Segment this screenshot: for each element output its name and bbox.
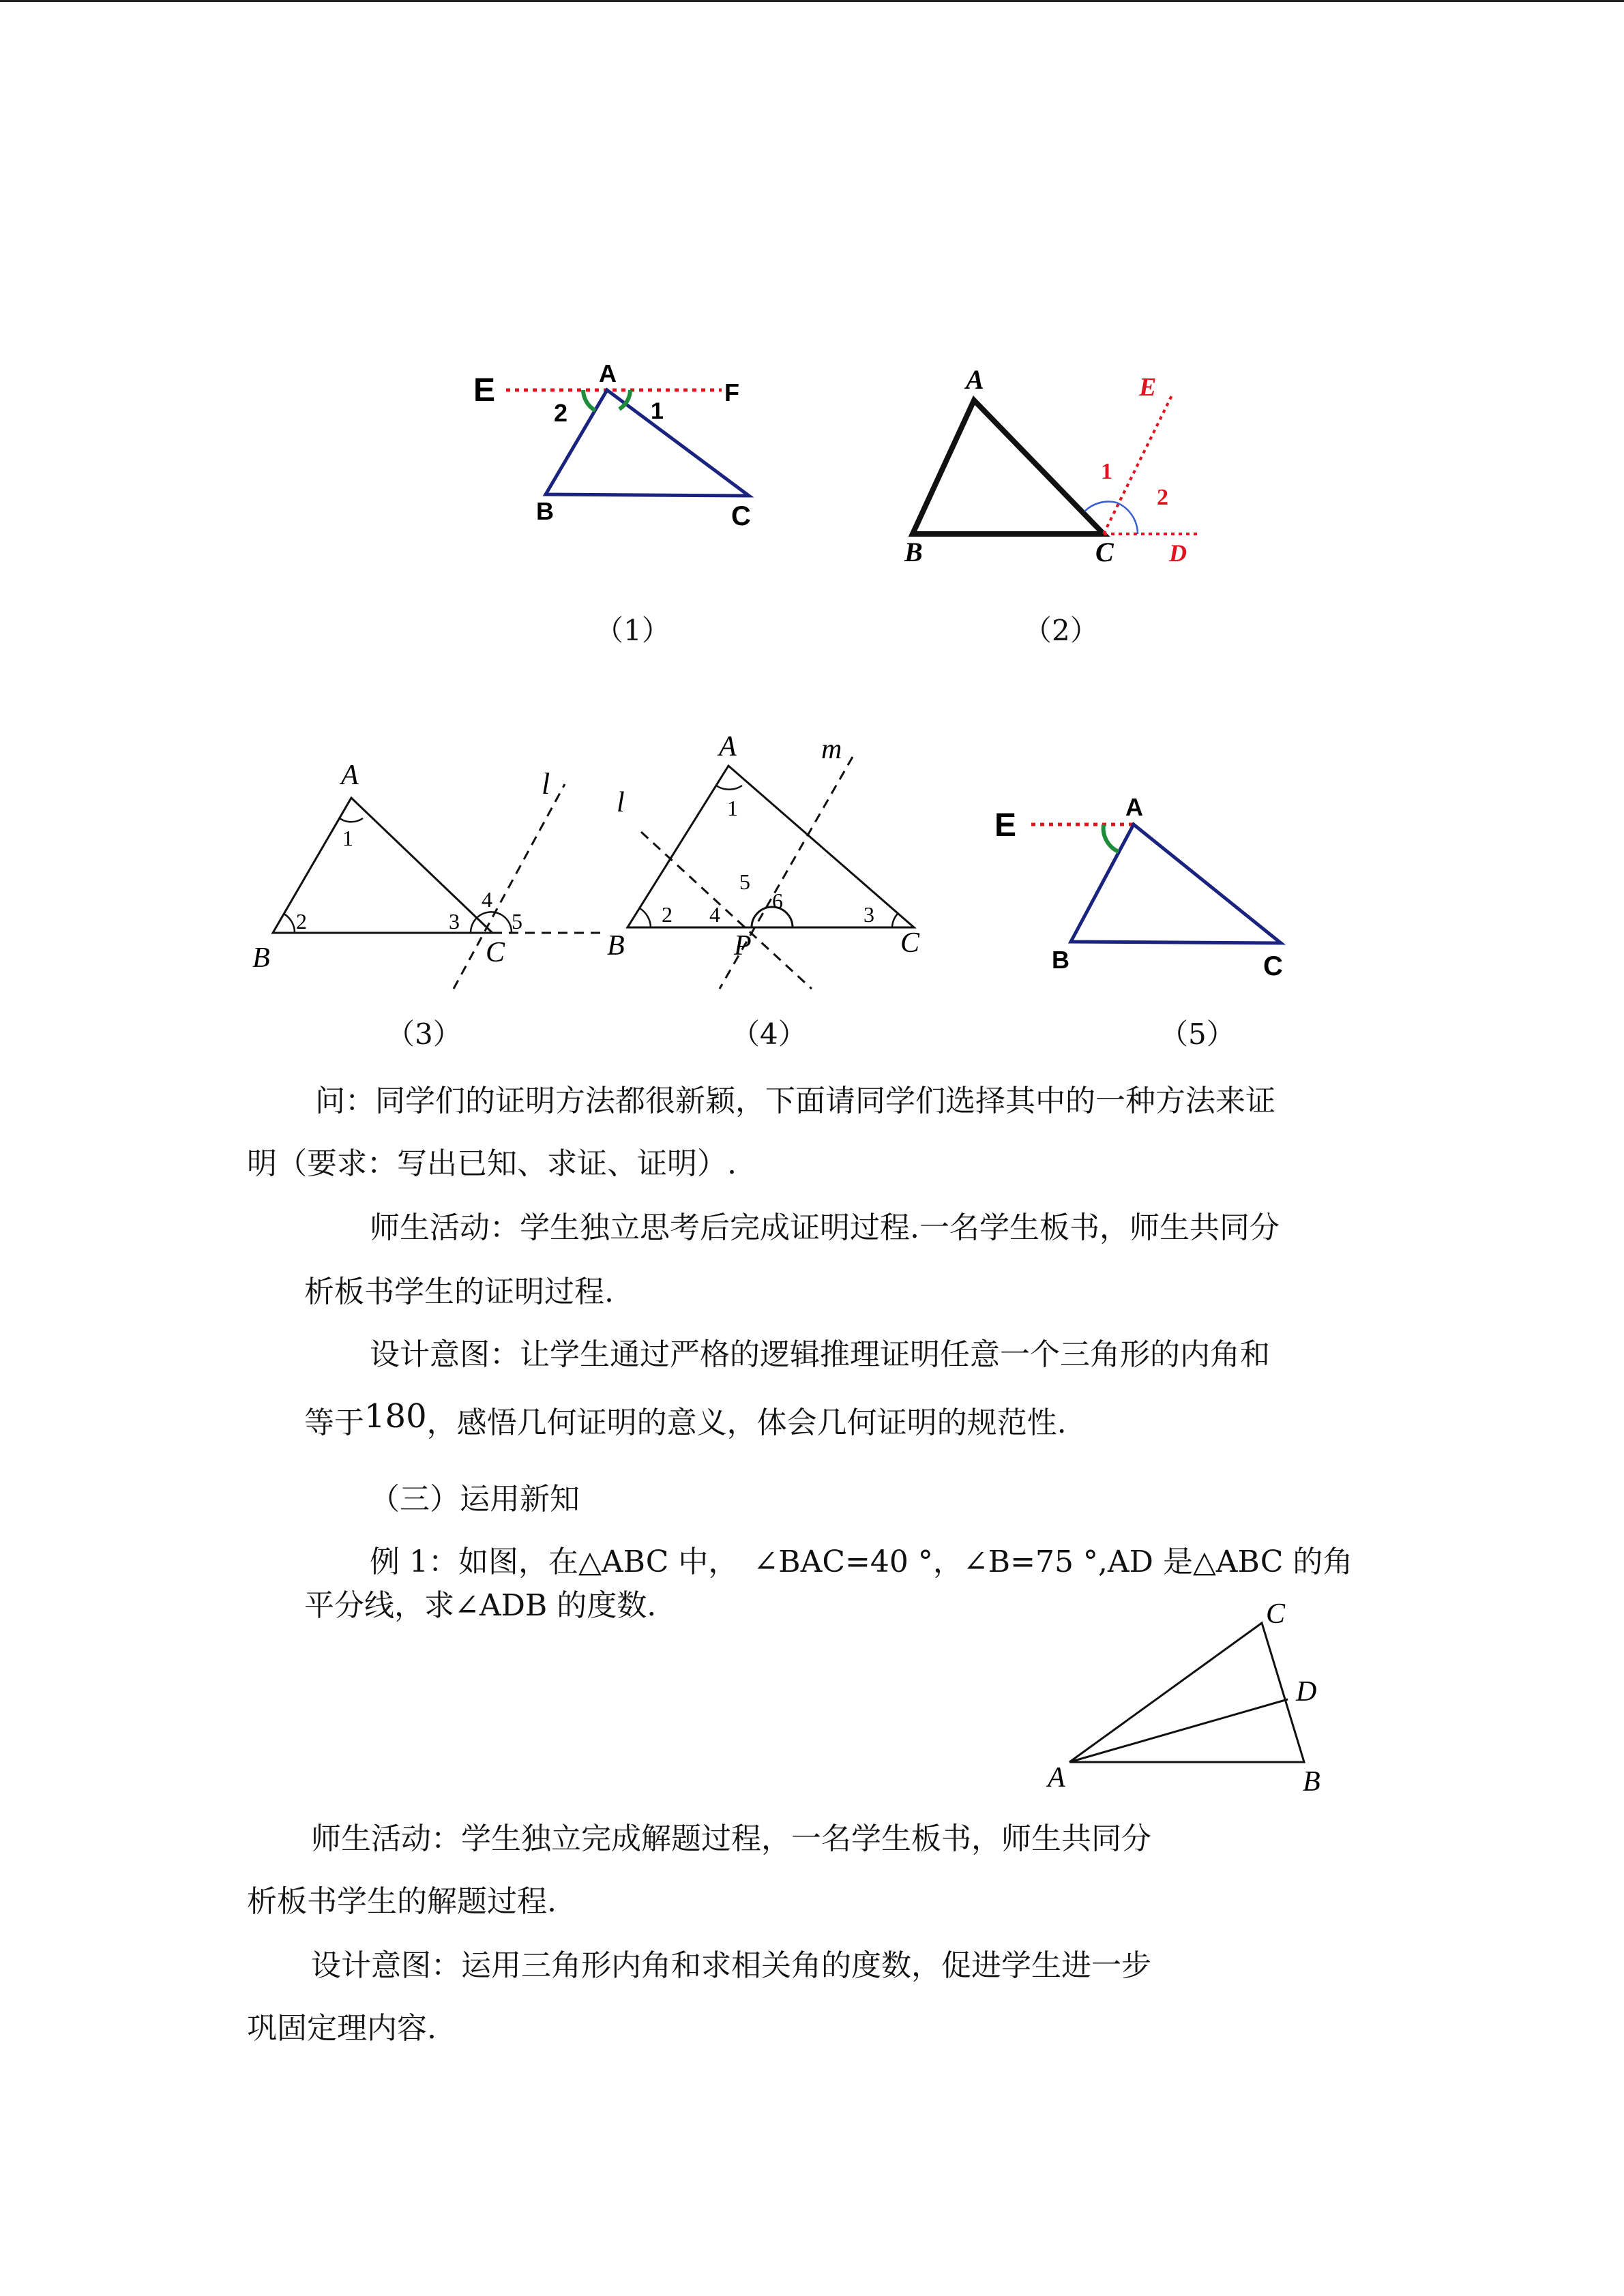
label-b: B [1052, 946, 1069, 974]
label-angle-4: 4 [709, 902, 720, 927]
label-c: C [486, 937, 505, 968]
activity-2-line-2: 析板书学生的解题过程. [247, 1884, 557, 1919]
question-line-1: 问：同学们的证明方法都很新颖，下面请同学们选择其中的一种方法来证 [315, 1084, 1275, 1118]
label-angle-2: 2 [296, 909, 307, 934]
label-f: F [724, 378, 739, 406]
label-e: E [1139, 373, 1157, 402]
angle-2-arc [284, 914, 295, 933]
figure-1 [464, 355, 778, 532]
label-l: l [617, 787, 625, 818]
activity-1-line-1: 师生活动：学生独立思考后完成证明过程.一名学生板书，师生共同分 [370, 1210, 1280, 1245]
label-e: E [473, 372, 496, 408]
label-a: A [1048, 1762, 1065, 1793]
label-c: C [731, 501, 751, 531]
angle-arc [1104, 824, 1119, 852]
triangle-abc [1069, 1623, 1304, 1762]
intent-1-remainder: ，感悟几何证明的意义，体会几何证明的规范性. [426, 1405, 1067, 1440]
question-line-2: 明（要求：写出已知、求证、证明）. [247, 1146, 737, 1181]
label-e: E [994, 807, 1017, 844]
angle-1-arc [1084, 502, 1117, 511]
triangle-abc [546, 390, 749, 496]
label-c: C [1095, 537, 1114, 567]
angle-1-arc [340, 818, 363, 822]
angle-2-arc [640, 908, 651, 927]
figure-3 [246, 750, 614, 982]
triangle-abc [913, 400, 1104, 534]
label-angle-1: 1 [727, 796, 738, 820]
triangle-abc [1071, 824, 1281, 943]
label-angle-5: 5 [512, 909, 522, 934]
activity-2-line-1: 师生活动：学生独立完成解题过程，一名学生板书，师生共同分 [311, 1821, 1151, 1856]
activity-1-line-2: 析板书学生的证明过程. [304, 1274, 614, 1309]
intent-1-line-1: 设计意图：让学生通过严格的逻辑推理证明任意一个三角形的内角和 [370, 1337, 1270, 1372]
intent-2-line-1: 设计意图：运用三角形内角和求相关角的度数，促进学生进一步 [311, 1948, 1151, 1983]
angle-1-arc [716, 786, 742, 790]
label-angle-1: 1 [342, 826, 353, 850]
angle-3-arc [892, 914, 898, 927]
caption-4: （4） [731, 1017, 807, 1051]
caption-1: （1） [595, 614, 670, 647]
angle-sum-value: 180 [364, 1397, 427, 1435]
label-angle-1: 1 [651, 398, 664, 424]
label-b: B [607, 930, 625, 961]
intent-1-equals: 等于 [304, 1405, 364, 1440]
label-a: A [966, 364, 984, 395]
label-d: D [1296, 1676, 1317, 1708]
label-c: C [1263, 951, 1283, 981]
label-a: A [1125, 793, 1143, 821]
label-angle-2: 2 [554, 399, 568, 427]
angle-2-arc [583, 390, 595, 411]
example-line-1: 例 1：如图，在△ABC 中， ∠BAC=40 °，∠B=75 °,AD 是△ABC 的角 [370, 1545, 1353, 1579]
example-figure [1037, 1596, 1378, 1814]
section-title: （三）运用新知 [370, 1482, 580, 1517]
label-b: B [536, 497, 554, 525]
figure-5 [989, 784, 1303, 989]
angle-2-arc [1117, 503, 1138, 534]
figure-4 [600, 730, 955, 1002]
label-m: m [821, 734, 842, 765]
caption-5: （5） [1160, 1017, 1235, 1051]
angle-3-arc [471, 917, 477, 933]
label-angle-4: 4 [482, 887, 492, 912]
label-a: A [599, 359, 617, 387]
label-angle-1: 1 [1101, 459, 1112, 484]
label-angle-2: 2 [1157, 485, 1168, 510]
intent-1-line-2 [304, 1398, 1067, 1442]
label-angle-3: 3 [863, 902, 874, 927]
label-l: l [542, 767, 550, 801]
label-c: C [1266, 1598, 1286, 1630]
angle-4-arc [477, 912, 502, 917]
label-b: B [252, 942, 270, 974]
label-d: D [1169, 539, 1187, 567]
intent-2-line-2: 巩固定理内容. [247, 2011, 437, 2046]
label-angle-6: 6 [772, 889, 783, 913]
label-b: B [1303, 1766, 1320, 1798]
example-line-2: 平分线，求∠ADB 的度数. [304, 1588, 657, 1623]
segment-ad [1069, 1699, 1288, 1762]
label-a: A [341, 760, 359, 791]
label-p: P [734, 930, 752, 961]
label-angle-5: 5 [739, 869, 750, 894]
caption-3: （3） [386, 1017, 462, 1051]
angle-5-arc [502, 915, 512, 933]
caption-2: （2） [1023, 614, 1099, 647]
label-angle-3: 3 [449, 909, 460, 934]
ray-ce [1104, 396, 1172, 534]
label-a: A [719, 731, 737, 762]
page-top-border [0, 0, 1624, 2]
label-c: C [900, 927, 920, 959]
line-l [454, 784, 565, 989]
label-angle-2: 2 [662, 902, 673, 927]
label-b: B [904, 537, 923, 567]
figure-2 [894, 361, 1221, 580]
